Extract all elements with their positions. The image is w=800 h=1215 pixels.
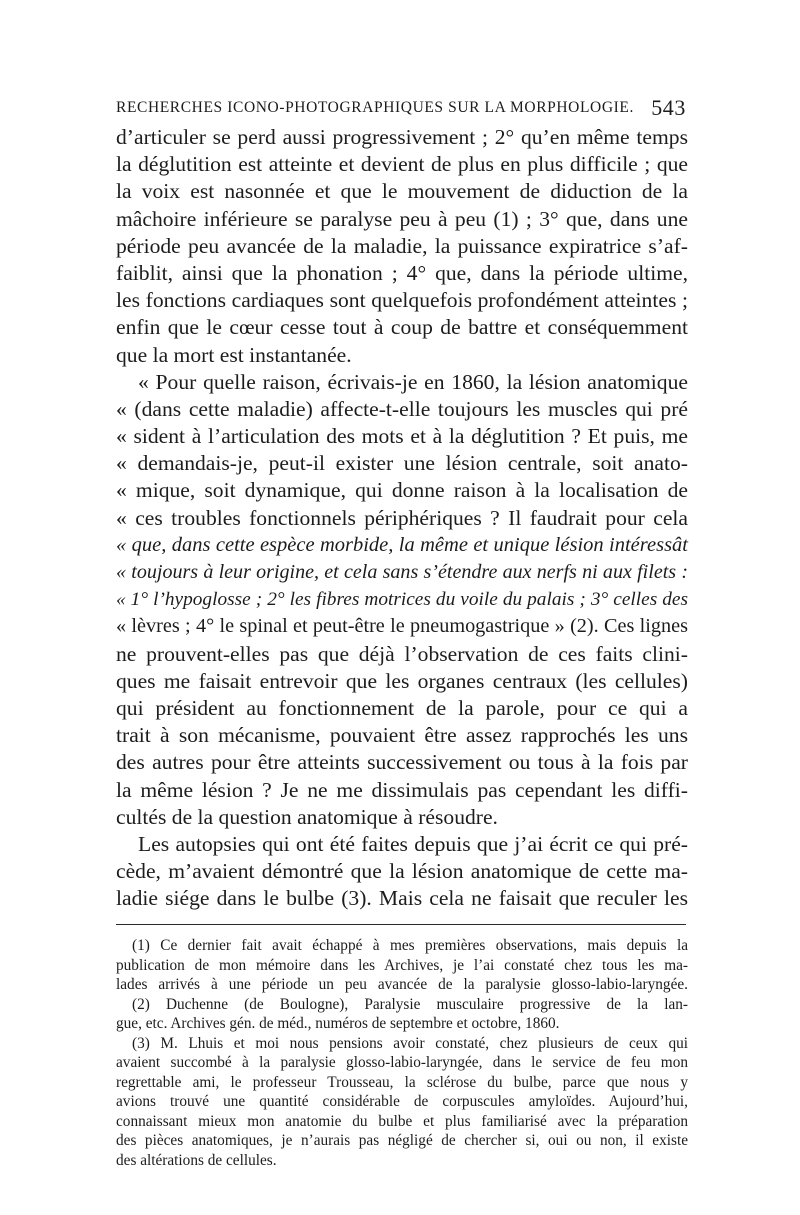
body-line: « ces troubles fonctionnels périphériques ? Il faudrait pour cela bbox=[116, 505, 688, 530]
body-text bbox=[116, 124, 688, 912]
body-line: ladie siége dans le bulbe (3). Mais cela ne faisait que reculer les bbox=[116, 886, 688, 911]
body-line: enfin que le cœur cesse tout à coup de battre et conséquemment bbox=[116, 315, 688, 340]
body-line: ne prouvent-elles pas que déjà l’observation de ces faits clini- bbox=[116, 641, 688, 666]
body-line: mâchoire inférieure se paralyse peu à peu (1) ; 3° que, dans une bbox=[116, 206, 688, 231]
body-line: Les autopsies qui ont été faites depuis que j’ai écrit ce qui pré- bbox=[138, 831, 688, 856]
body-line: « (dans cette maladie) affecte-t-elle toujours les muscles qui pré bbox=[116, 396, 688, 421]
footnote-line: avaient succombé à la paralysie glosso-labio-laryngée, dans le service de feu mon bbox=[116, 1054, 688, 1071]
footnote-line: (2) Duchenne (de Boulogne), Paralysie musculaire progressive de la lan- bbox=[132, 995, 688, 1013]
footnote-line: des altérations de cellules. bbox=[116, 1151, 277, 1169]
footnote-line: connaissant mieux mon anatomie du bulbe et plus familiarisé avec la préparation bbox=[116, 1112, 688, 1130]
body-line-italic: « toujours à leur origine, et cela sans s’étendre aux nerfs ni aux filets : bbox=[116, 561, 688, 583]
body-line: période peu avancée de la maladie, la puissance expiratrice s’af- bbox=[116, 233, 688, 258]
footnote-line: avions trouvé une quantité considérable de corpuscules amyloïdes. Aujourd’hui, bbox=[116, 1093, 688, 1110]
footnote-line: publication de mon mémoire dans les Archives, je l’ai constaté chez tous les ma- bbox=[116, 956, 688, 974]
body-line: la déglutition est atteinte et devient de plus en plus difficile ; que bbox=[116, 152, 688, 177]
running-title: RECHERCHES ICONO-PHOTOGRAPHIQUES SUR LA MORPHOLOGIE. bbox=[116, 99, 634, 116]
footnotes bbox=[116, 936, 688, 1170]
body-line-italic: « 1° l’hypoglosse ; 2° les fibres motrices du voile du palais ; 3° celles des bbox=[116, 589, 688, 611]
body-line-italic: « que, dans cette espèce morbide, la même et unique lésion intéressât bbox=[116, 533, 688, 556]
body-line: « mique, soit dynamique, qui donne raison à la localisation de bbox=[116, 478, 688, 503]
footnote-line: lades arrivés à une période un peu avancée de la paralysie glosso-labio-laryngée. bbox=[116, 976, 688, 993]
body-line: la même lésion ? Je ne me dissimulais pas cependant les diffi- bbox=[116, 777, 688, 802]
running-header bbox=[116, 94, 686, 122]
body-line: faiblit, ainsi que la phonation ; 4° que, dans la période ultime, bbox=[116, 260, 688, 285]
body-line: des autres pour être atteints successivement ou tous à la fois par bbox=[116, 750, 688, 775]
footnote-line: gue, etc. Archives gén. de méd., numéros de septembre et octobre, 1860. bbox=[116, 1015, 560, 1032]
page-number: 543 bbox=[651, 95, 686, 120]
body-line: « demandais-je, peut-il exister une lésion centrale, soit anato- bbox=[116, 451, 688, 476]
body-line: trait à son mécanisme, pouvaient être assez rapprochés les uns bbox=[116, 723, 688, 748]
body-line: « sident à l’articulation des mots et à la déglutition ? Et puis, me bbox=[116, 424, 688, 449]
body-line: « lèvres ; 4° le spinal et peut-être le pneumogastrique » (2). Ces lignes bbox=[116, 615, 688, 638]
body-line: que la mort est instantanée. bbox=[116, 342, 352, 367]
body-line: la voix est nasonnée et que le mouvement de diduction de la bbox=[116, 179, 688, 204]
body-line: qui président au fonctionnement de la parole, pour ce qui a bbox=[116, 695, 688, 720]
body-line: d’articuler se perd aussi progressivement ; 2° qu’en même temps bbox=[116, 125, 688, 149]
body-line: cultés de la question anatomique à résoudre. bbox=[116, 804, 498, 829]
footnote-line: des pièces anatomiques, je n’aurais pas négligé de chercher si, oui ou non, il existe bbox=[116, 1132, 688, 1149]
footnote-line: regrettable ami, le professeur Trousseau, la sclérose du bulbe, parce que nous y bbox=[116, 1073, 688, 1091]
footnote-divider bbox=[116, 924, 686, 925]
footnote-line: (1) Ce dernier fait avait échappé à mes premières observations, mais depuis la bbox=[132, 937, 688, 954]
body-line: « Pour quelle raison, écrivais-je en 1860, la lésion anatomique bbox=[138, 369, 688, 394]
footnote-line: (3) M. Lhuis et moi nous pensions avoir constaté, chez plusieurs de ceux qui bbox=[132, 1034, 688, 1052]
body-line: les fonctions cardiaques sont quelquefois profondément atteintes ; bbox=[116, 288, 688, 313]
body-line: ques me faisait entrevoir que les organes centraux (les cellules) bbox=[116, 668, 688, 693]
body-line: cède, m’avaient démontré que la lésion anatomique de cette ma- bbox=[116, 859, 688, 884]
